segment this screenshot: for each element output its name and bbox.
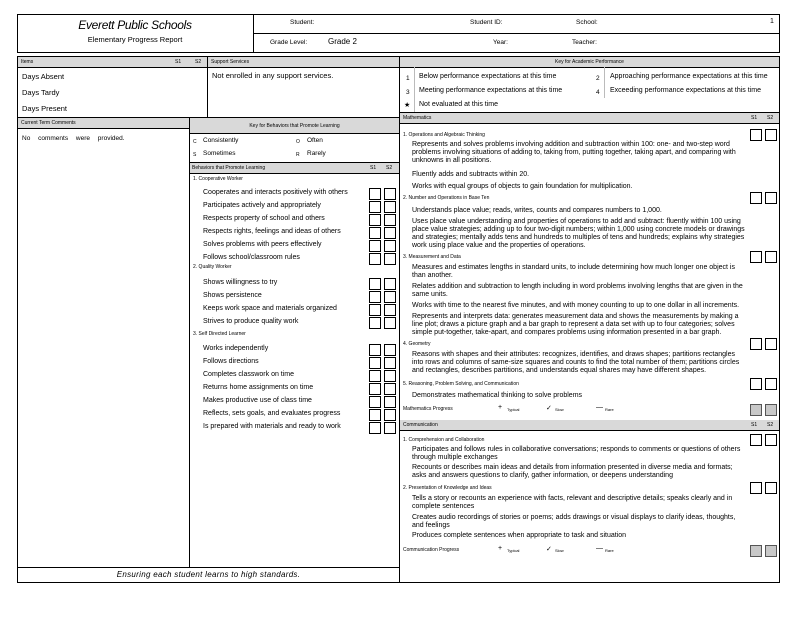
standard-item: Demonstrates mathematical thinking to solve problems [412, 392, 583, 399]
district-name: Everett Public Schools [78, 18, 192, 32]
behavior-item: Completes classwork on time [203, 371, 295, 378]
attendance-s2: S2 [195, 59, 202, 65]
student-label: Student: [290, 19, 315, 26]
subject-s2: S2 [767, 115, 774, 121]
score-s2-box[interactable] [765, 434, 777, 446]
behavior-item: Participates actively and appropriately [203, 202, 321, 209]
behavior-key-label: Often [307, 137, 323, 144]
behavior-s1-box[interactable] [369, 278, 381, 290]
behavior-item: Respects rights, feelings and ideas of others [203, 228, 341, 235]
grade-level-label: Grade Level: [270, 39, 308, 46]
behavior-key-label: Rarely [307, 150, 326, 157]
footer-motto: Ensuring each student learns to high standards. [116, 570, 301, 579]
subject-s2: S2 [767, 422, 774, 428]
support-header: Support Services [211, 59, 250, 65]
behavior-s2-box[interactable] [384, 291, 396, 303]
score-s1-box[interactable] [750, 338, 762, 350]
standard-item: Represents and interprets data: generates measurement data and shows the measurements by making a line plot; draws a picture graph and a bar graph to represent a data set with up to four categories; solves simple put-together, take-apart, and compares problems using information presented in a bar graph. [412, 313, 739, 336]
behavior-s2-box[interactable] [384, 304, 396, 316]
behavior-key-code: S [193, 152, 197, 158]
progress-label: Mathematics Progress [403, 406, 453, 412]
standard-item: Creates audio recordings of stories or poems; adds drawings or visual displays to clarify ideas, thoughts, and feelings [412, 514, 736, 529]
behavior-group-title: 2. Quality Worker [193, 264, 232, 270]
teacher-label: Teacher: [572, 39, 597, 46]
attendance-row: Days Tardy [22, 88, 60, 97]
academic-key-label: Exceeding performance expectations at this time [610, 87, 761, 94]
behavior-s2-box[interactable] [384, 188, 396, 200]
score-s1-box[interactable] [750, 378, 762, 390]
standard-item: Recounts or describes main ideas and details from information presented in diverse media and formats; asks and answers questions to clarify, gather information, or deepens understanding [412, 464, 733, 479]
score-s1-box[interactable] [750, 251, 762, 263]
academic-key-header: Key for Academic Performance [555, 59, 624, 65]
plus-icon: + [498, 404, 503, 411]
behavior-s2-box[interactable] [384, 383, 396, 395]
standard-section-title: 1. Operations and Algebraic Thinking [403, 132, 485, 138]
behavior-s1-box[interactable] [369, 409, 381, 421]
dash-icon: — [596, 545, 603, 552]
behavior-s1-box[interactable] [369, 253, 381, 265]
behavior-s2-box[interactable] [384, 396, 396, 408]
divider [400, 430, 779, 431]
grade-level-value: Grade 2 [328, 37, 357, 46]
behavior-key-code: R [296, 152, 300, 158]
behavior-s2-box[interactable] [384, 370, 396, 382]
standard-item: Reasons with shapes and their attributes: recognizes, identifies, and draws shapes; partitions rectangles into rows and columns of same-size squares and counts to find the total number of them; partitions circles and rectangles, describes partitions, and understands equal shares may have different shapes. [412, 351, 740, 374]
subject-s1: S1 [751, 115, 758, 121]
standard-section-title: 2. Number and Operations in Base Ten [403, 195, 490, 201]
score-s2-box[interactable] [765, 251, 777, 263]
behavior-s1-box[interactable] [369, 357, 381, 369]
support-text: Not enrolled in any support services. [212, 71, 334, 80]
standard-item: Tells a story or recounts an experience with facts, relevant and descriptive details; speaks clearly and in complete sentences [412, 495, 733, 510]
progress-legend-label: Rare [605, 407, 614, 412]
score-s1-box[interactable] [750, 404, 762, 416]
attendance-s1: S1 [175, 59, 182, 65]
school-label: School: [576, 19, 598, 26]
score-s2-box[interactable] [765, 129, 777, 141]
score-s2-box[interactable] [765, 545, 777, 557]
check-icon: ✓ [546, 546, 552, 553]
progress-legend-label: Typical [507, 407, 520, 412]
progress-label: Communication Progress [403, 547, 460, 553]
behavior-group-title: 1. Cooperative Worker [193, 176, 243, 182]
behavior-s1-box[interactable] [369, 422, 381, 434]
standard-item: Relates addition and subtraction to length including in word problems involving lengths that are given in the same units. [412, 283, 743, 298]
dash-icon: — [596, 404, 603, 411]
standard-item: Participates and follows rules in collaborative conversations; responds to comments or questions of others through multiple exchanges [412, 446, 741, 461]
behavior-s1-box[interactable] [369, 227, 381, 239]
attendance-header: Items [21, 59, 34, 65]
comments-header: Current Term Comments [21, 120, 76, 126]
standard-section-title: 3. Measurement and Data [403, 254, 461, 260]
behavior-item: Returns home assignments on time [203, 384, 314, 391]
report-title: Elementary Progress Report [87, 35, 183, 44]
progress-legend-label: Slow [555, 407, 564, 412]
behavior-s1-box[interactable] [369, 344, 381, 356]
score-s1-box[interactable] [750, 192, 762, 204]
academic-key-label: Not evaluated at this time [419, 101, 498, 108]
comments-text: No comments were provided. [22, 135, 125, 142]
behavior-item: Cooperates and interacts positively with others [203, 189, 348, 196]
subject-s1: S1 [751, 422, 758, 428]
score-s2-box[interactable] [765, 378, 777, 390]
behavior-s2-box[interactable] [384, 214, 396, 226]
year-label: Year: [493, 39, 508, 46]
check-icon: ✓ [546, 405, 552, 412]
score-s2-box[interactable] [765, 338, 777, 350]
progress-legend-label: Slow [555, 548, 564, 553]
behavior-key-label: Consistently [203, 137, 239, 144]
score-s1-box[interactable] [750, 482, 762, 494]
behavior-item: Reflects, sets goals, and evaluates progress [203, 410, 341, 417]
score-s1-box[interactable] [750, 129, 762, 141]
subject-header-bar [400, 113, 779, 123]
behavior-item: Follows directions [203, 358, 259, 365]
subject-header: Mathematics [403, 115, 432, 121]
score-s2-box[interactable] [765, 192, 777, 204]
behavior-group-title: 3. Self Directed Learner [193, 331, 246, 337]
behavior-s1-box[interactable] [369, 291, 381, 303]
academic-key-label: Meeting performance expectations at this time [419, 87, 563, 94]
behavior-key-code: O [296, 139, 300, 145]
academic-key-label: Approaching performance expectations at this time [610, 73, 768, 80]
behavior-s2-box[interactable] [384, 409, 396, 421]
academic-key-label: Below performance expectations at this time [419, 73, 557, 80]
attendance-row: Days Absent [22, 72, 65, 81]
behavior-key-code: C [193, 139, 197, 145]
academic-key-code: 2 [596, 75, 600, 82]
behavior-item: Shows persistence [203, 292, 262, 299]
standard-item: Works with time to the nearest five minutes, and with money counting to up to one dollar in all increments. [412, 302, 740, 309]
subject-header-bar [400, 420, 779, 430]
score-s2-box[interactable] [765, 404, 777, 416]
progress-legend-label: Rare [605, 548, 614, 553]
behavior-item: Solves problems with peers effectively [203, 241, 322, 248]
behaviors-header: Behaviors that Promote Learning [192, 165, 266, 171]
behavior-s1-box[interactable] [369, 214, 381, 226]
standard-item: Represents and solves problems involving addition and subtraction within 100: one- and two-step word problems involving situations of adding to, taking from, putting together, taking apart, and comparing with unknowns in all positions. [412, 141, 736, 164]
standard-section-title: 1. Comprehension and Collaboration [403, 437, 485, 443]
behavior-item: Works independently [203, 345, 269, 352]
progress-legend-label: Typical [507, 548, 520, 553]
behavior-item: Respects property of school and others [203, 215, 325, 222]
behavior-s1-box[interactable] [369, 317, 381, 329]
standard-item: Works with equal groups of objects to gain foundation for multiplication. [412, 183, 633, 190]
behavior-s2-box[interactable] [384, 317, 396, 329]
behavior-s2-box[interactable] [384, 201, 396, 213]
standard-item: Uses place value understanding and properties of operations to add and subtract: fluently within 100 using place value strategies; adding up to four two-digit numbers; within 1,000 using concrete models or drawings and strategies; mentally adds tens and hundreds to multiples of tens and hundreds; explains why strategies work using place value and the properties of operations. [412, 218, 745, 249]
behavior-s2-box[interactable] [384, 253, 396, 265]
subject-header: Communication [403, 422, 438, 428]
score-s2-box[interactable] [765, 482, 777, 494]
behavior-s1-box[interactable] [369, 383, 381, 395]
standard-item: Fluently adds and subtracts within 20. [412, 171, 530, 178]
behavior-s2-box[interactable] [384, 422, 396, 434]
behavior-item: Is prepared with materials and ready to work [203, 423, 341, 430]
academic-key-code: 1 [406, 75, 410, 82]
standard-item: Produces complete sentences when appropriate to task and situation [412, 532, 627, 539]
score-s1-box[interactable] [750, 434, 762, 446]
behavior-item: Follows school/classroom rules [203, 254, 300, 261]
behavior-item: Shows willingness to try [203, 279, 278, 286]
academic-key-code: 3 [406, 89, 410, 96]
divider [400, 123, 779, 124]
page-number: 1 [770, 18, 774, 25]
standard-item: Understands place value; reads, writes, counts and compares numbers to 1,000. [412, 207, 662, 214]
behavior-s1-box[interactable] [369, 370, 381, 382]
behavior-s1-box[interactable] [369, 304, 381, 316]
standard-section-title: 5. Reasoning, Problem Solving, and Communication [403, 381, 519, 387]
behavior-key-header: Key for Behaviors that Promote Learning [249, 123, 340, 129]
star-icon: ★ [404, 102, 411, 109]
behavior-s2-box[interactable] [384, 357, 396, 369]
behavior-item: Strives to produce quality work [203, 318, 299, 325]
plus-icon: + [498, 545, 503, 552]
behaviors-s1: S1 [370, 165, 377, 171]
behavior-s1-box[interactable] [369, 396, 381, 408]
behavior-s2-box[interactable] [384, 240, 396, 252]
behavior-s1-box[interactable] [369, 240, 381, 252]
behaviors-s2: S2 [386, 165, 393, 171]
academic-key-code: 4 [596, 89, 600, 96]
behavior-item: Keeps work space and materials organized [203, 305, 337, 312]
standard-section-title: 2. Presentation of Knowledge and Ideas [403, 485, 492, 491]
standard-section-title: 4. Geometry [403, 341, 431, 347]
student-id-label: Student ID: [470, 19, 503, 26]
standard-item: Measures and estimates lengths in standard units, to include determining how much longer one object is than another. [412, 264, 735, 279]
behavior-item: Makes productive use of class time [203, 397, 312, 404]
behavior-s1-box[interactable] [369, 201, 381, 213]
behavior-key-label: Sometimes [203, 150, 236, 157]
behavior-s2-box[interactable] [384, 344, 396, 356]
attendance-row: Days Present [22, 104, 68, 113]
behavior-s1-box[interactable] [369, 188, 381, 200]
behavior-s2-box[interactable] [384, 227, 396, 239]
behavior-s2-box[interactable] [384, 278, 396, 290]
score-s1-box[interactable] [750, 545, 762, 557]
